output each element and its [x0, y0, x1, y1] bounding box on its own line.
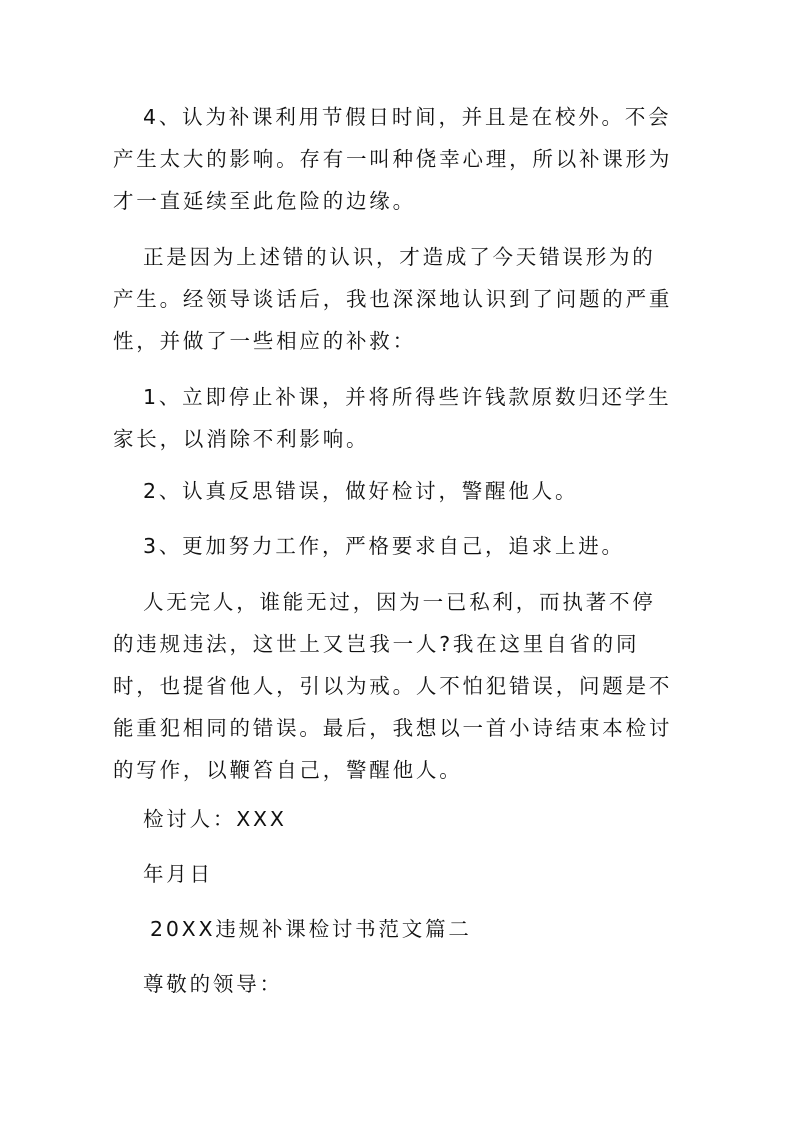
paragraph-realization: 正是因为上述错的认识，才造成了今天错误形为的产生。经领导谈话后，我也深深地认识到了问题的严重性，并做了一些相应的补救：	[113, 245, 673, 353]
salutation: 尊敬的领导：	[143, 972, 283, 996]
paragraph-remedy-2: 2、认真反思错误，做好检讨，警醒他人。	[143, 479, 579, 503]
date-line: 年月日	[143, 862, 213, 886]
section-title: 20XX违规补课检讨书范文篇二	[150, 917, 472, 941]
paragraph-remedy-1: 1、立即停止补课，并将所得些许钱款原数归还学生家长，以消除不利影响。	[113, 385, 672, 451]
paragraph-conclusion: 人无完人，谁能无过，因为一已私利，而执著不停的违规违法，这世上又岂我一人?我在这里自省的同时，也提省他人，引以为戒。人不怕犯错误，问题是不能重犯相同的错误。最后，我想以一首小诗结束本检讨的写作，以鞭笞自己，警醒他人。	[113, 590, 673, 782]
paragraph-remedy-3: 3、更加努力工作，严格要求自己，追求上进。	[143, 534, 625, 558]
paragraph-reason-4: 4、认为补课利用节假日时间，并且是在校外。不会产生太大的影响。存有一叫种侥幸心理，所以补课形为才一直延续至此危险的边缘。	[113, 105, 673, 213]
signature-line: 检讨人：XXX	[143, 807, 287, 831]
